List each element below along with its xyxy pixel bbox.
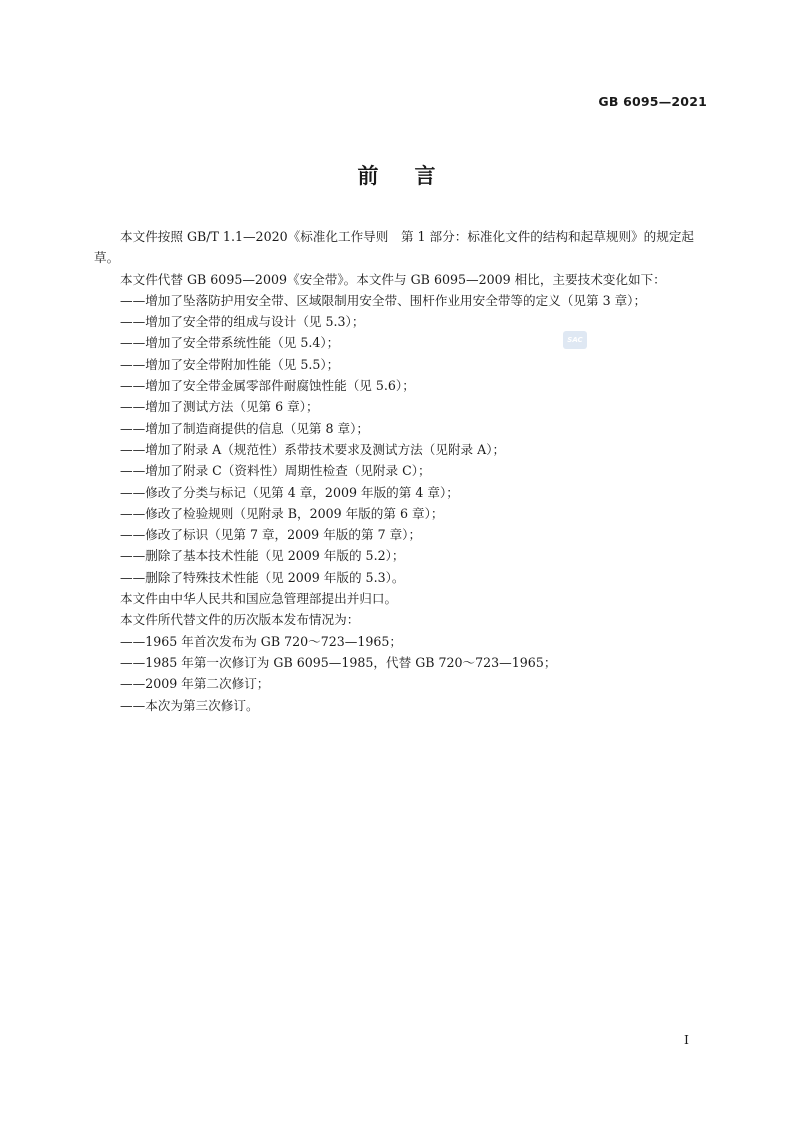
- list-item: ——本次为第三次修订。: [120, 697, 259, 713]
- list-item: ——增加了附录 A（规范性）系带技术要求及测试方法（见附录 A）；: [120, 441, 506, 457]
- list-item: ——增加了制造商提供的信息（见第 8 章）；: [120, 420, 370, 436]
- page-title: 前言: [357, 164, 472, 188]
- list-item: ——增加了安全带的组成与设计（见 5.3）；: [120, 314, 365, 330]
- list-item: ——增加了坠落防护用安全带、区域限制用安全带、围杆作业用安全带等的定义（见第 3 章）；: [120, 292, 647, 308]
- list-item: ——增加了附录 C（资料性）周期性检查（见附录 C）；: [120, 463, 431, 479]
- page-number: I: [684, 1032, 689, 1047]
- list-item: ——修改了标识（见第 7 章，2009 年版的第 7 章）；: [120, 527, 422, 543]
- list-item: ——增加了安全带附加性能（见 5.5）；: [120, 356, 340, 372]
- list-item: ——修改了检验规则（见附录 B，2009 年版的第 6 章）；: [120, 505, 444, 521]
- sac-watermark-logo: SAC: [563, 331, 587, 349]
- list-item: ——1985 年第一次修订为 GB 6095—1985，代替 GB 720～723—1965；: [120, 654, 557, 670]
- changes-list: [94, 290, 712, 588]
- list-item: ——增加了测试方法（见第 6 章）；: [120, 399, 319, 415]
- list-item: ——修改了分类与标记（见第 4 章，2009 年版的第 4 章）；: [120, 484, 459, 500]
- document-body: [94, 226, 712, 716]
- list-item: ——删除了基本技术性能（见 2009 年版的 5.2）；: [120, 548, 405, 564]
- document-code: GB 6095—2021: [598, 94, 707, 109]
- paragraph-proposer: 本文件由中华人民共和国应急管理部提出并归口。: [120, 591, 398, 607]
- paragraph-history-intro: 本文件所代替文件的历次版本发布情况为：: [120, 612, 360, 628]
- list-item: ——2009 年第二次修订；: [120, 676, 270, 692]
- list-item: ——1965 年首次发布为 GB 720～723—1965；: [120, 633, 403, 649]
- paragraph-drafting-rule: 本文件按照 GB/T 1.1—2020《标准化工作导则 第 1 部分：标准化文件的结构和起草规则》的规定起草。: [94, 229, 695, 266]
- history-list: [94, 631, 712, 716]
- list-item: ——增加了安全带金属零部件耐腐蚀性能（见 5.6）；: [120, 378, 415, 394]
- list-item: ——增加了安全带系统性能（见 5.4）；: [120, 335, 340, 351]
- paragraph-replacement: 本文件代替 GB 6095—2009《安全带》。本文件与 GB 6095—2009 相比，主要技术变化如下：: [120, 271, 666, 287]
- list-item: ——删除了特殊技术性能（见 2009 年版的 5.3）。: [120, 569, 405, 585]
